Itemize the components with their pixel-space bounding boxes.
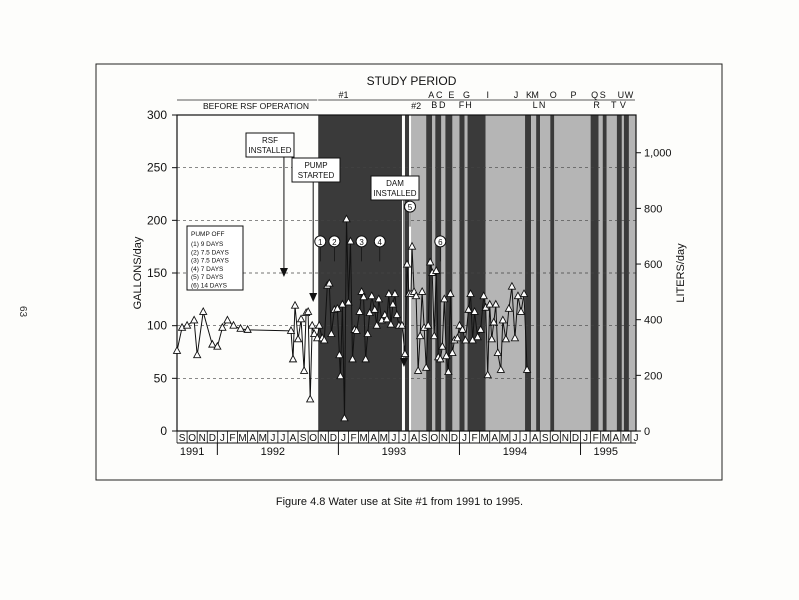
data-point <box>287 327 294 334</box>
month-label: D <box>208 433 216 444</box>
before-rsf-label: BEFORE RSF OPERATION <box>202 101 310 111</box>
data-point <box>290 355 297 362</box>
data-point <box>194 351 201 358</box>
month-label: F <box>350 433 357 444</box>
month-label: A <box>289 433 297 444</box>
data-point <box>200 308 207 315</box>
pump-off-marker-label: 2 <box>332 237 337 247</box>
month-label: J <box>583 433 589 444</box>
month-label: O <box>430 433 439 444</box>
month-label: M <box>258 433 267 444</box>
month-label: N <box>440 433 448 444</box>
interval-letter: W <box>624 90 634 100</box>
pump-off-marker-label: 1 <box>318 237 323 247</box>
month-label: M <box>621 433 631 444</box>
series-line <box>177 312 248 355</box>
interval-letter: S <box>599 90 606 100</box>
data-point <box>307 395 314 402</box>
year-label: 1994 <box>502 446 528 458</box>
data-point <box>209 341 216 348</box>
interval-letter: D <box>439 100 446 110</box>
data-point <box>224 316 231 323</box>
month-label: S <box>178 433 186 444</box>
y-tick-label: 50 <box>153 371 167 386</box>
month-label: A <box>531 433 539 444</box>
data-point <box>404 261 411 268</box>
y-right-tick-label: 0 <box>644 426 651 438</box>
month-label: M <box>601 433 610 444</box>
event-arrow-head <box>309 293 317 302</box>
interval-letter: M <box>531 90 539 100</box>
interval-letter: F <box>458 100 465 110</box>
month-label: S <box>299 433 307 444</box>
month-label: N <box>319 433 327 444</box>
interval-letter: H <box>465 100 472 110</box>
data-point <box>174 347 181 354</box>
event-label: STARTED <box>297 171 335 180</box>
month-label: M <box>480 433 489 444</box>
month-label: J <box>401 433 407 444</box>
interval-letter: T <box>611 100 617 110</box>
event-label: INSTALLED <box>248 146 292 155</box>
y-right-tick-label: 600 <box>644 259 663 272</box>
y-axis-label: GALLONS/day <box>132 236 144 310</box>
data-point <box>191 316 198 323</box>
event-label: DAM <box>386 179 404 188</box>
pump-off-marker-label: 6 <box>438 237 443 247</box>
month-label: J <box>340 433 346 444</box>
data-point <box>295 335 302 342</box>
month-label: J <box>633 433 639 444</box>
month-label: O <box>188 433 197 444</box>
month-label: M <box>500 433 510 444</box>
legend-entry: (6) 14 DAYS <box>191 282 228 290</box>
event-arrow-head <box>280 268 288 277</box>
month-label: D <box>571 433 580 444</box>
y-tick-label: 200 <box>146 213 167 228</box>
y-tick-label: 100 <box>146 318 167 333</box>
data-point <box>184 322 191 329</box>
legend-entry: (2) 7.5 DAYS <box>191 249 229 257</box>
data-point <box>301 367 308 374</box>
study-period-2-label: #2 <box>411 101 422 111</box>
pump-off-marker-label: 4 <box>377 237 382 247</box>
pump-off-marker-label: 3 <box>359 237 364 247</box>
month-label: N <box>198 433 206 444</box>
month-label: O <box>551 433 560 444</box>
year-label: 1992 <box>260 446 286 458</box>
month-label: F <box>229 433 236 444</box>
month-label: N <box>561 433 570 444</box>
month-label: F <box>471 433 478 444</box>
month-label: F <box>592 433 599 444</box>
series-line-connector <box>248 330 291 331</box>
shaded-band-dark <box>468 115 486 431</box>
y-right-tick-label: 1,000 <box>644 147 672 160</box>
interval-letter: V <box>619 100 626 110</box>
month-label: A <box>612 433 620 444</box>
y-right-axis-label: LITERS/day <box>675 243 687 303</box>
month-label: A <box>410 433 418 444</box>
event-label: RSF <box>262 136 278 145</box>
year-label: 1993 <box>381 446 407 458</box>
interval-letter: B <box>431 100 438 110</box>
month-label: S <box>541 433 549 444</box>
month-label: J <box>522 433 528 444</box>
chart-title: STUDY PERIOD <box>366 74 457 88</box>
y-tick-label: 0 <box>160 424 167 438</box>
interval-letter: I <box>486 90 489 100</box>
y-right-tick-label: 400 <box>644 314 663 327</box>
legend-entry: (5) 7 DAYS <box>191 274 224 282</box>
interval-letter: K <box>526 90 533 100</box>
month-label: J <box>270 433 276 444</box>
legend-entry: (1) 9 DAYS <box>191 241 224 248</box>
interval-letter: P <box>570 90 577 100</box>
legend-entry: (3) 7.5 DAYS <box>191 257 229 265</box>
month-label: J <box>219 433 225 444</box>
interval-letter: G <box>463 90 471 100</box>
month-label: A <box>370 433 378 444</box>
y-tick-label: 300 <box>146 108 167 122</box>
month-label: A <box>249 433 256 444</box>
month-label: A <box>491 433 499 444</box>
month-label: O <box>309 433 318 444</box>
year-label: 1991 <box>179 446 205 458</box>
month-label: D <box>329 433 337 444</box>
event-label: INSTALLED <box>373 189 417 198</box>
figure-caption: Figure 4.8 Water use at Site #1 from 1991 to 1995. <box>275 496 524 508</box>
month-label: M <box>359 433 368 444</box>
event-label: PUMP <box>304 161 328 170</box>
month-label: J <box>391 433 397 444</box>
y-tick-label: 250 <box>146 160 167 175</box>
legend-title: PUMP OFF <box>191 231 225 238</box>
interval-letter: A <box>428 90 435 100</box>
interval-letter: C <box>436 90 443 100</box>
month-label: M <box>238 433 247 444</box>
month-label: S <box>420 433 428 444</box>
interval-letter: U <box>617 90 625 100</box>
interval-letter: R <box>593 100 600 110</box>
y-right-tick-label: 200 <box>644 370 663 383</box>
interval-letter: J <box>513 90 519 100</box>
interval-letter: Q <box>591 90 599 100</box>
interval-letter: E <box>448 90 455 100</box>
interval-letter: L <box>532 100 538 110</box>
month-label: J <box>462 433 468 444</box>
data-point <box>298 315 305 322</box>
study-period-1-label: #1 <box>338 90 349 100</box>
legend-entry: (4) 7 DAYS <box>191 265 224 273</box>
y-right-tick-label: 800 <box>644 203 663 216</box>
data-point <box>309 322 316 329</box>
interval-letter: O <box>549 90 557 100</box>
interval-letter: N <box>538 100 546 110</box>
data-point <box>292 302 299 309</box>
month-label: J <box>512 433 518 444</box>
month-label: M <box>379 433 388 444</box>
month-label: D <box>450 433 459 444</box>
month-label: J <box>280 433 286 444</box>
year-label: 1995 <box>593 446 618 458</box>
page-number: 63 <box>17 306 28 318</box>
y-tick-label: 150 <box>146 266 167 280</box>
pump-off-marker-label: 5 <box>407 203 413 213</box>
